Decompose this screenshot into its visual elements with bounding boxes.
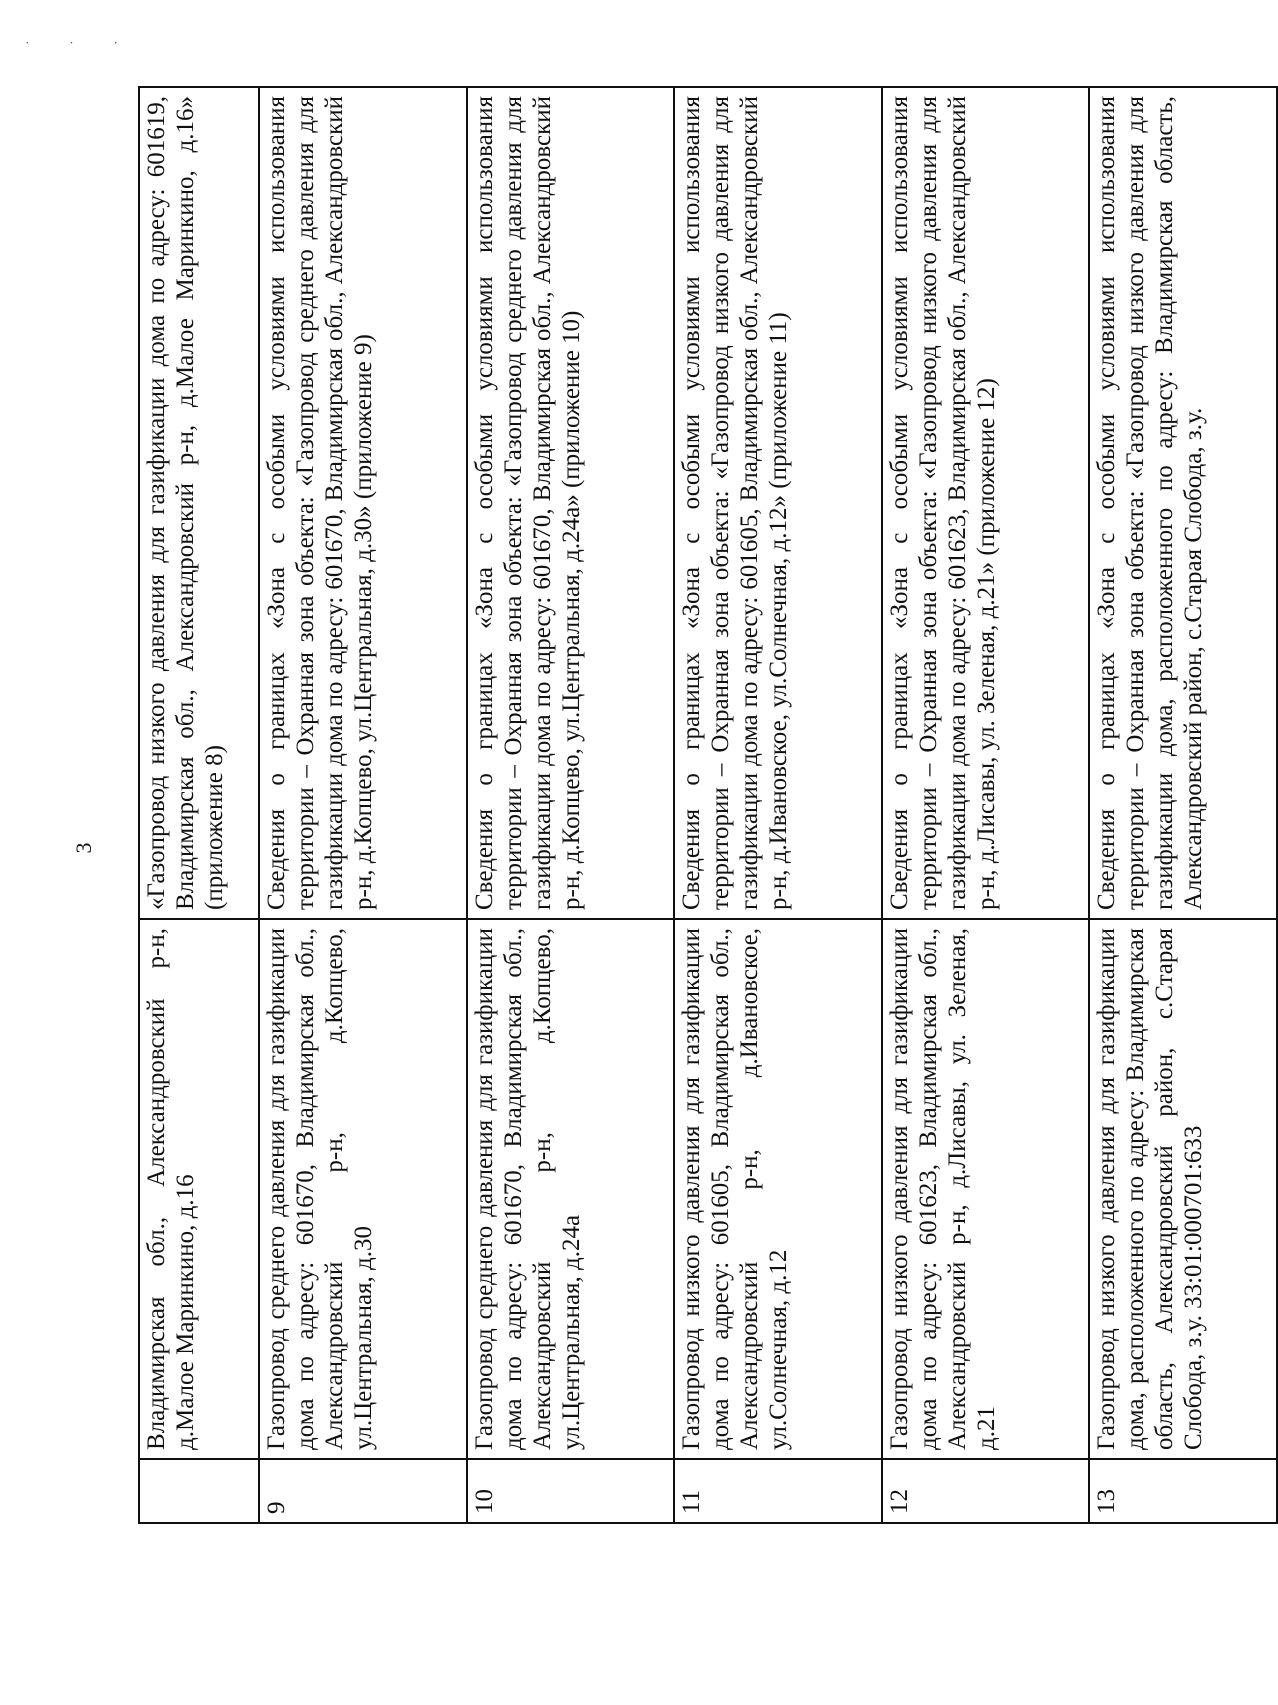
object-description: Газопровод низкого давления для газификации дома по адресу: 601623, Владимирская обл., Александровский р-н, д.Лисавы, ул. Зеленая, д.21 [882,919,1090,1459]
object-description: Газопровод низкого давления для газификации дома, расположенного по адресу: Владимирская область, Александровский район, с.Старая Слобода, з.у. 33:01:000701:633 [1089,919,1277,1459]
row-number: 9 [259,1459,467,1523]
rotated-table-container [138,88,1278,1524]
object-description: Газопровод среднего давления для газификации дома по адресу: 601670, Владимирская обл., Александровский р-н, д.Копцево, ул.Центральная, д.24а [467,919,675,1459]
table-row [467,87,675,1523]
row-number: 11 [674,1459,882,1523]
table-row [882,87,1090,1523]
table-row [674,87,882,1523]
zone-description: Сведения о границах «Зона с особыми условиями использования территории – Охранная зона объекта: «Газопровод низкого давления для газификации дома, расположенного по адресу: Владимирская область, Александровский район, с.Старая Слобода, з.у. [1089,87,1277,919]
object-description: Газопровод среднего давления для газификации дома по адресу: 601670, Владимирская обл., Александровский р-н, д.Копцево, ул.Центральная, д.30 [259,919,467,1459]
row-number [139,1459,259,1523]
table-row [259,87,467,1523]
zone-description: Сведения о границах «Зона с особыми условиями использования территории – Охранная зона объекта: «Газопровод среднего давления для газификации дома по адресу: 601670, Владимирская обл., Александровский р-н, д.Копцево, ул.Центральная, д.24а» (приложение 10) [467,87,675,919]
scan-specks: ˙ ˙ ˙ [25,40,136,55]
row-number: 12 [882,1459,1090,1523]
object-description: Газопровод низкого давления для газификации дома по адресу: 601605, Владимирская обл., Александровский р-н, д.Ивановское, ул.Солнечная, д.12 [674,919,882,1459]
table-row [139,87,259,1523]
zone-description: «Газопровод низкого давления для газификации дома по адресу: 601619, Владимирская обл., Александровский р-н, д.Малое Маринкино, д.16» (приложение 8) [139,87,259,919]
row-number: 13 [1089,1459,1277,1523]
zones-table [138,86,1278,1524]
row-number: 10 [467,1459,675,1523]
zone-description: Сведения о границах «Зона с особыми условиями использования территории – Охранная зона объекта: «Газопровод среднего давления для газификации дома по адресу: 601670, Владимирская обл., Александровский р-н, д.Копцево, ул.Центральная, д.30» (приложение 9) [259,87,467,919]
table-row [1089,87,1277,1523]
page-number: 3 [71,842,96,854]
zone-description: Сведения о границах «Зона с особыми условиями использования территории – Охранная зона объекта: «Газопровод низкого давления для газификации дома по адресу: 601623, Владимирская обл., Александровский р-н, д.Лисавы, ул. Зеленая, д.21» (приложение 12) [882,87,1090,919]
object-description: Владимирская обл., Александровский р-н, д.Малое Маринкино, д.16 [139,919,259,1459]
zone-description: Сведения о границах «Зона с особыми условиями использования территории – Охранная зона объекта: «Газопровод низкого давления для газификации дома по адресу: 601605, Владимирская обл., Александровский р-н, д.Ивановское, ул.Солнечная, д.12» (приложение 11) [674,87,882,919]
